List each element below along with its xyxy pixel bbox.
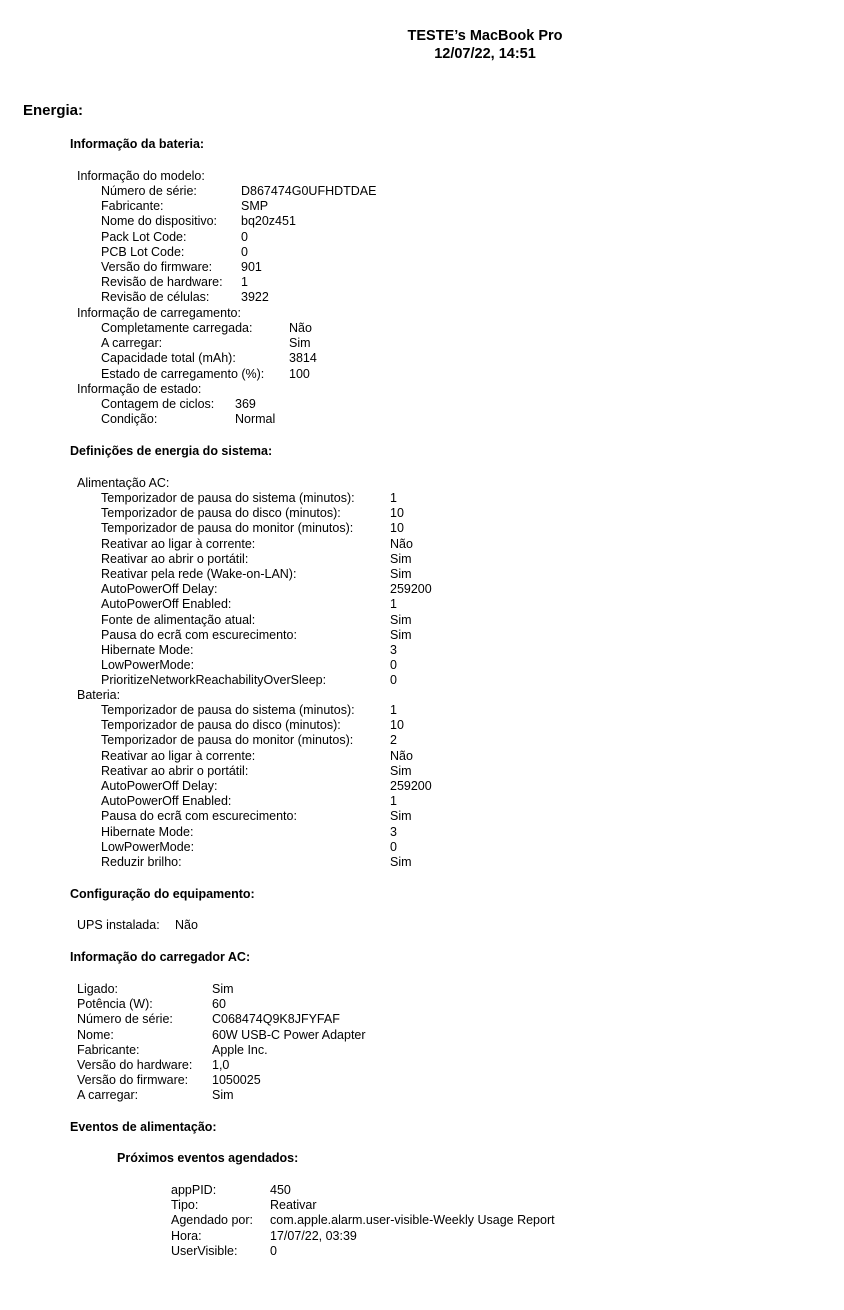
field-label: Pausa do ecrã com escurecimento: — [101, 627, 297, 642]
field-label: LowPowerMode: — [101, 658, 195, 673]
field-value: SMP — [241, 199, 269, 214]
ups-installed-label: UPS instalada: — [77, 918, 160, 932]
field-label: Revisão de hardware: — [101, 275, 223, 290]
field-value: 0 — [390, 673, 397, 688]
field-label: Temporizador de pausa do sistema (minutos): — [101, 491, 355, 505]
field-label: Número de série: — [101, 184, 197, 198]
report-datetime: 12/07/22, 14:51 — [434, 46, 536, 62]
field-label: AutoPowerOff Enabled: — [101, 794, 232, 809]
field-label: Temporizador de pausa do monitor (minutos): — [101, 733, 354, 748]
field-label: appPID: — [171, 1183, 217, 1197]
field-label: Reativar ao abrir o portátil: — [101, 551, 249, 566]
field-label: A carregar: — [77, 1088, 139, 1103]
field-value: Sim — [289, 336, 311, 351]
field-value: 17/07/22, 03:39 — [270, 1228, 357, 1243]
field-label: AutoPowerOff Delay: — [101, 779, 218, 793]
field-value: Reativar — [270, 1198, 317, 1213]
field-value: 1 — [241, 275, 248, 290]
field-value: Não — [289, 321, 312, 335]
field-value: 1,0 — [212, 1058, 230, 1072]
model-info-heading: Informação do modelo: — [77, 169, 205, 183]
field-value: 3922 — [241, 290, 269, 305]
field-value: Não — [390, 748, 413, 763]
ac-power-heading: Alimentação AC: — [77, 476, 170, 490]
hardware-config-heading: Configuração do equipamento: — [70, 887, 255, 901]
field-label: LowPowerMode: — [101, 839, 195, 854]
field-label: Contagem de ciclos: — [101, 397, 215, 411]
field-value: Sim — [390, 763, 412, 778]
field-value: 1050025 — [212, 1073, 261, 1088]
field-label: PCB Lot Code: — [101, 244, 185, 259]
field-value: Sim — [390, 551, 412, 566]
field-label: Versão do firmware: — [101, 260, 213, 274]
field-label: Completamente carregada: — [101, 321, 253, 335]
field-label: AutoPowerOff Enabled: — [101, 597, 232, 612]
field-label: Hibernate Mode: — [101, 643, 194, 657]
field-label: Fabricante: — [77, 1042, 140, 1057]
charge-info-heading: Informação de carregamento: — [77, 306, 241, 320]
field-value: 369 — [235, 397, 256, 411]
field-label: PrioritizeNetworkReachabilityOverSleep: — [101, 673, 327, 688]
field-value: 3 — [390, 643, 397, 657]
field-label: Temporizador de pausa do sistema (minutos): — [101, 703, 355, 717]
field-label: Temporizador de pausa do monitor (minutos): — [101, 521, 354, 536]
field-label: Tipo: — [171, 1198, 199, 1213]
field-value: 0 — [390, 839, 397, 854]
field-label: Versão do hardware: — [77, 1058, 193, 1072]
field-value: Sim — [390, 627, 412, 642]
field-label: Potência (W): — [77, 997, 153, 1012]
field-label: Temporizador de pausa do disco (minutos): — [101, 506, 341, 521]
field-value: Apple Inc. — [212, 1042, 268, 1057]
battery-info-heading: Informação da bateria: — [70, 137, 205, 151]
field-value: 60W USB-C Power Adapter — [212, 1027, 366, 1042]
field-value: bq20z451 — [241, 214, 296, 229]
field-value: D867474G0UFHDTDAE — [241, 184, 377, 198]
field-label: Revisão de células: — [101, 290, 210, 305]
field-label: Reativar ao abrir o portátil: — [101, 763, 249, 778]
field-label: UserVisible: — [171, 1243, 238, 1258]
field-label: AutoPowerOff Delay: — [101, 582, 218, 597]
field-value: 1 — [390, 491, 397, 505]
field-value: 1 — [390, 703, 397, 717]
field-label: Fonte de alimentação atual: — [101, 612, 256, 627]
field-value: 10 — [390, 718, 404, 733]
field-label: Nome: — [77, 1027, 114, 1042]
field-label: Reativar ao ligar à corrente: — [101, 748, 256, 763]
field-label: Nome do dispositivo: — [101, 214, 218, 229]
field-value: Sim — [212, 982, 234, 996]
field-value: Sim — [390, 855, 412, 869]
field-value: 0 — [241, 244, 248, 259]
power-events-heading: Eventos de alimentação: — [70, 1120, 217, 1134]
field-value: 0 — [390, 658, 397, 673]
field-label: Capacidade total (mAh): — [101, 351, 236, 366]
field-label: Pausa do ecrã com escurecimento: — [101, 809, 297, 824]
field-label: Ligado: — [77, 982, 119, 996]
field-label: Reativar pela rede (Wake-on-LAN): — [101, 567, 297, 581]
field-label: Hora: — [171, 1228, 202, 1243]
device-name: TESTE’s MacBook Pro — [407, 28, 563, 44]
field-label: Hibernate Mode: — [101, 824, 194, 839]
scheduled-events-heading: Próximos eventos agendados: — [117, 1151, 299, 1165]
field-label: Reduzir brilho: — [101, 855, 182, 869]
field-label: Condição: — [101, 412, 158, 427]
field-label: Estado de carregamento (%): — [101, 366, 265, 381]
field-value: Normal — [235, 412, 276, 427]
field-value: 10 — [390, 506, 404, 521]
field-value: Sim — [212, 1088, 234, 1103]
field-label: Reativar ao ligar à corrente: — [101, 536, 256, 551]
field-value: 1 — [390, 794, 397, 809]
field-value: 10 — [390, 521, 404, 536]
field-value: 3814 — [289, 351, 317, 366]
field-label: Temporizador de pausa do disco (minutos): — [101, 718, 341, 733]
field-value: Sim — [390, 809, 412, 824]
field-value: Sim — [390, 612, 412, 627]
ups-installed-value: Não — [175, 918, 198, 932]
field-value: Não — [390, 536, 413, 551]
field-value: C068474Q9K8JFYFAF — [212, 1012, 340, 1027]
field-value: 100 — [289, 366, 310, 381]
field-value: 3 — [390, 824, 397, 839]
battery-power-heading: Bateria: — [77, 688, 121, 702]
field-value: 0 — [270, 1243, 277, 1258]
field-value: 1 — [390, 597, 397, 612]
field-label: Pack Lot Code: — [101, 229, 187, 244]
state-info-heading: Informação de estado: — [77, 382, 202, 396]
field-value: 259200 — [390, 779, 432, 793]
system-power-heading: Definições de energia do sistema: — [70, 444, 273, 458]
charger-info-heading: Informação do carregador AC: — [70, 950, 251, 964]
field-value: 0 — [241, 229, 248, 244]
field-value: 60 — [212, 997, 226, 1012]
report-header — [0, 27, 844, 63]
field-label: Versão do firmware: — [77, 1073, 189, 1088]
field-value: 259200 — [390, 582, 432, 597]
field-value: Sim — [390, 567, 412, 581]
field-label: Número de série: — [77, 1012, 173, 1027]
field-value: 450 — [270, 1183, 291, 1197]
field-label: Fabricante: — [101, 199, 164, 214]
page-title: Energia: — [23, 102, 84, 119]
field-label: A carregar: — [101, 336, 163, 351]
field-value: com.apple.alarm.user-visible-Weekly Usage Report — [270, 1213, 555, 1228]
field-value: 901 — [241, 260, 262, 274]
field-label: Agendado por: — [171, 1213, 254, 1228]
field-value: 2 — [390, 733, 397, 748]
